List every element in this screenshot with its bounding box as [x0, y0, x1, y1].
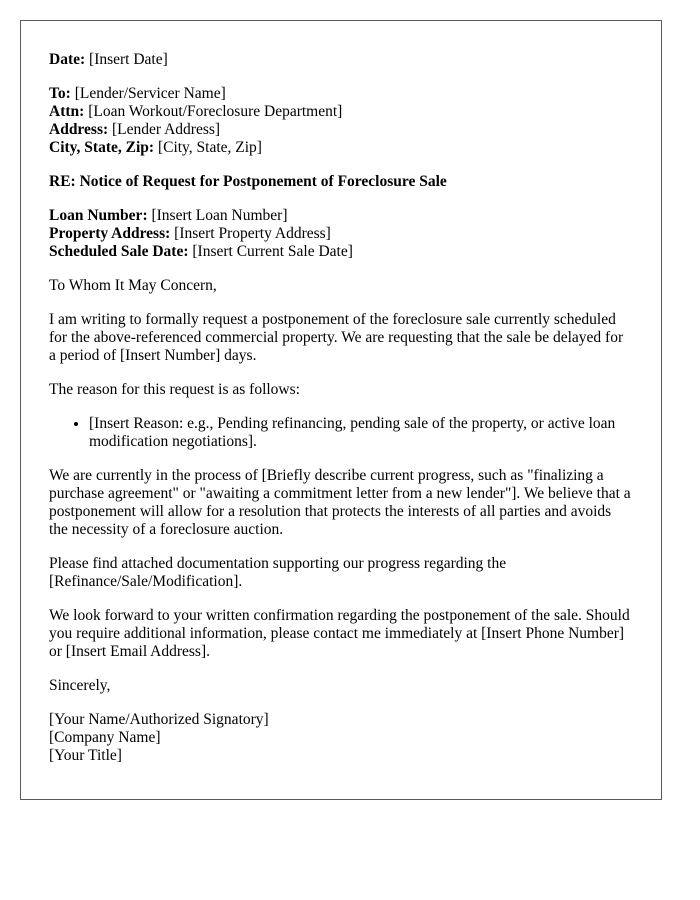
loan-number-label: Loan Number:: [49, 207, 148, 224]
date-value: [Insert Date]: [89, 51, 168, 68]
sale-date-line: [49, 243, 633, 261]
recipient-address-line: [49, 121, 633, 139]
recipient-attn-label: Attn:: [49, 103, 85, 120]
property-address-label: Property Address:: [49, 225, 171, 242]
closing-line: Sincerely,: [49, 677, 111, 694]
signature-company: [Company Name]: [49, 729, 161, 746]
closing-paragraph: We look forward to your written confirmation regarding the postponement of the sale. Should you require additional information, please contact me immediately at [Insert Phone Number] or [Insert Email Address].: [49, 607, 630, 660]
recipient-city-label: City, State, Zip:: [49, 139, 155, 156]
signature-title: [Your Title]: [49, 747, 122, 764]
attachments-paragraph: Please find attached documentation supporting our progress regarding the [Refinance/Sale/Modification].: [49, 555, 507, 590]
signature-block: [49, 711, 633, 765]
loan-number-value: [Insert Loan Number]: [151, 207, 288, 224]
request-paragraph: I am writing to formally request a postponement of the foreclosure sale currently scheduled for the above-referenced commercial property. We are requesting that the sale be delayed for a period of [Insert Number] days.: [49, 311, 624, 364]
recipient-city-value: [City, State, Zip]: [157, 139, 262, 156]
reason-intro: The reason for this request is as follows:: [49, 381, 300, 398]
recipient-attn-line: [49, 103, 633, 121]
reason-item: • [Insert Reason: e.g., Pending refinancing, pending sale of the property, or active loan modification negotiations].: [89, 415, 633, 451]
property-address-line: [49, 225, 633, 243]
recipient-to-label: To:: [49, 85, 71, 102]
progress-paragraph: We are currently in the process of [Briefly describe current progress, such as "finalizing a purchase agreement" or "awaiting a commitment letter from a new lender"]. We believe that a postponement will allow for a resolution that protects the interests of all parties and avoids the necessity of a foreclosure auction.: [49, 467, 631, 538]
recipient-attn-value: [Loan Workout/Foreclosure Department]: [88, 103, 343, 120]
recipient-to-line: [49, 85, 633, 103]
property-address-value: [Insert Property Address]: [174, 225, 331, 242]
recipient-city-line: [49, 139, 633, 157]
recipient-block: [49, 85, 633, 157]
loan-info-block: [49, 207, 633, 261]
subject-line: [49, 173, 633, 191]
sale-date-value: [Insert Current Sale Date]: [192, 243, 353, 260]
salutation: To Whom It May Concern,: [49, 277, 217, 294]
loan-number-line: [49, 207, 633, 225]
signature-name: [Your Name/Authorized Signatory]: [49, 711, 269, 728]
date-line: [49, 51, 633, 69]
recipient-to-value: [Lender/Servicer Name]: [74, 85, 226, 102]
subject-text: RE: Notice of Request for Postponement of Foreclosure Sale: [49, 173, 447, 190]
date-label: Date:: [49, 51, 86, 68]
reason-list: [49, 415, 633, 451]
letter-document: [20, 20, 662, 800]
recipient-address-label: Address:: [49, 121, 109, 138]
recipient-address-value: [Lender Address]: [112, 121, 221, 138]
sale-date-label: Scheduled Sale Date:: [49, 243, 189, 260]
